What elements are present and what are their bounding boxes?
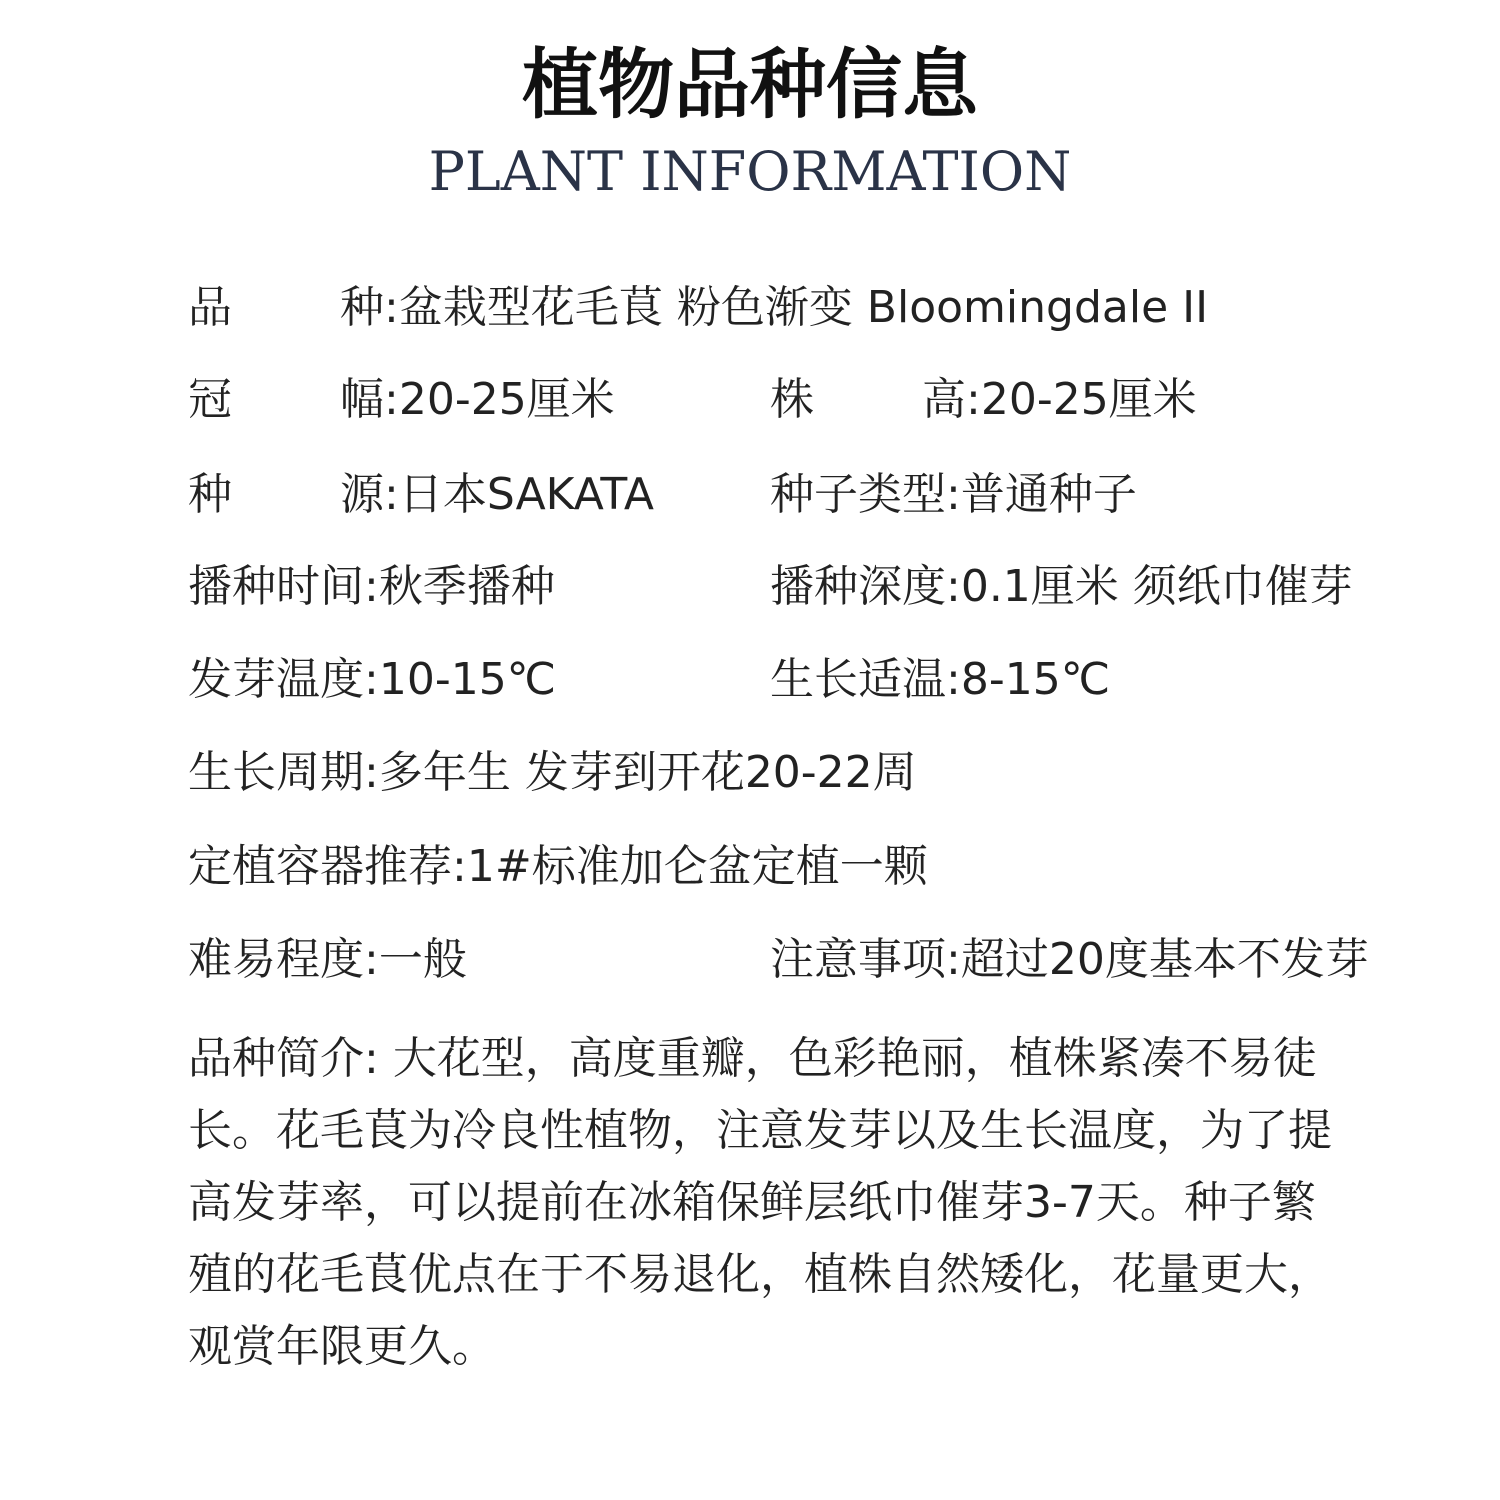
intro-label: 品种简介 <box>188 1033 364 1084</box>
height-row: 株 高 :20-25厘米 <box>770 370 1197 430</box>
variety-label: 品 种 <box>188 282 384 333</box>
difficulty-label: 难易程度 <box>188 934 364 985</box>
container-label: 定植容器推荐 <box>188 841 452 892</box>
difficulty-value: 一般 <box>378 934 467 985</box>
grow-temp-value: 8-15℃ <box>960 654 1111 705</box>
germ-temp-row: 发芽温度:10-15℃ <box>188 650 556 710</box>
origin-label: 种 源 <box>188 469 384 520</box>
crown-row: 冠 幅 :20-25厘米 <box>188 370 615 430</box>
seed-type-label: 种子类型 <box>770 469 946 520</box>
difficulty-row: 难易程度:一般 <box>188 930 467 990</box>
crown-label: 冠 幅 <box>188 374 384 425</box>
grow-cycle-value: 多年生 发芽到开花20-22周 <box>378 747 917 798</box>
height-value: 20-25厘米 <box>980 374 1197 425</box>
crown-value: 20-25厘米 <box>398 374 615 425</box>
intro-text: 大花型，高度重瓣，色彩艳丽，植株紧凑不易徒长。花毛茛为冷良性植物，注意发芽以及生长温度，为了提高发芽率，可以提前在冰箱保鲜层纸巾催芽3-7天。种子繁殖的花毛茛优点在于不易退化，植株自然矮化，花量更大，观赏年限更久。 <box>188 1033 1332 1372</box>
page-subtitle: PLANT INFORMATION <box>428 140 1072 203</box>
variety-row: 品 种 :盆栽型花毛茛 粉色渐变 Bloomingdale II <box>188 278 1208 338</box>
variety-value: 盆栽型花毛茛 粉色渐变 Bloomingdale II <box>398 282 1209 333</box>
notes-row: 注意事项:超过20度基本不发芽 <box>770 930 1369 990</box>
grow-cycle-row: 生长周期:多年生 发芽到开花20-22周 <box>188 743 917 803</box>
container-value: 1#标准加仑盆定植一颗 <box>466 841 928 892</box>
sow-depth-row: 播种深度:0.1厘米 须纸巾催芽 <box>770 557 1353 617</box>
origin-value: 日本SAKATA <box>398 469 654 520</box>
seed-type-row: 种子类型:普通种子 <box>770 465 1137 525</box>
sow-depth-value: 0.1厘米 须纸巾催芽 <box>960 561 1353 612</box>
height-label: 株 高 <box>770 374 966 425</box>
notes-label: 注意事项 <box>770 934 946 985</box>
variety-intro: 品种简介: 大花型，高度重瓣，色彩艳丽，植株紧凑不易徒长。花毛茛为冷良性植物，注意发芽以及生长温度，为了提高发芽率，可以提前在冰箱保鲜层纸巾催芽3-7天。种子繁殖的花毛茛优点在于不易退化，植株自然矮化，花量更大，观赏年限更久。 <box>188 1033 1332 1372</box>
germ-temp-value: 10-15℃ <box>378 654 557 705</box>
sow-time-row: 播种时间:秋季播种 <box>188 557 555 617</box>
notes-value: 超过20度基本不发芽 <box>960 934 1369 985</box>
grow-cycle-label: 生长周期 <box>188 747 364 798</box>
page-title: 植物品种信息 <box>522 40 978 129</box>
sow-time-value: 秋季播种 <box>378 561 555 612</box>
seed-type-value: 普通种子 <box>960 469 1137 520</box>
sow-time-label: 播种时间 <box>188 561 364 612</box>
origin-row: 种 源 :日本SAKATA <box>188 465 654 525</box>
grow-temp-label: 生长适温 <box>770 654 946 705</box>
sow-depth-label: 播种深度 <box>770 561 946 612</box>
container-row: 定植容器推荐:1#标准加仑盆定植一颗 <box>188 837 928 897</box>
grow-temp-row: 生长适温:8-15℃ <box>770 650 1110 710</box>
germ-temp-label: 发芽温度 <box>188 654 364 705</box>
